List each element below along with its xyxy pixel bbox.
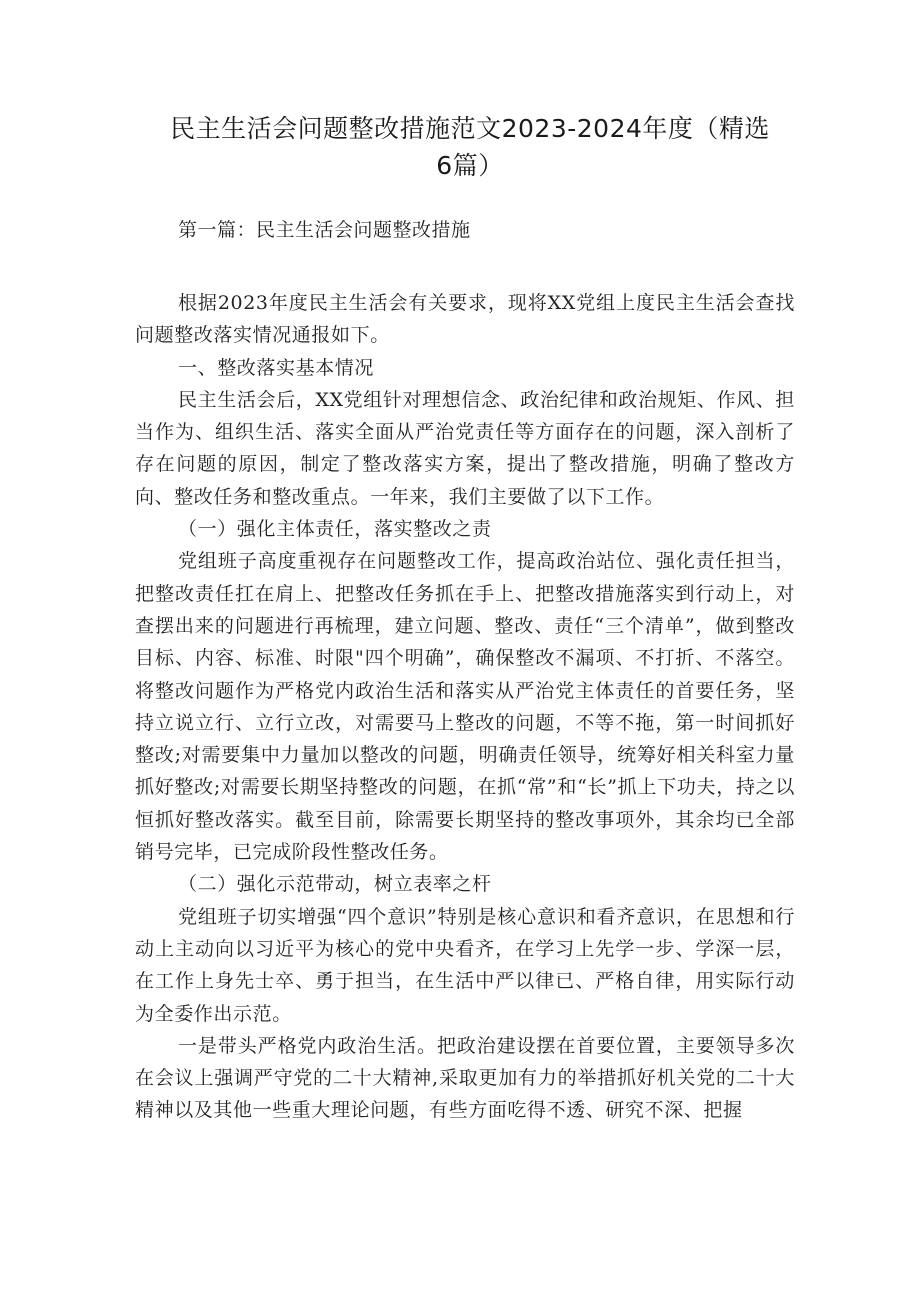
- paragraph-responsibility: 党组班子高度重视存在问题整改工作，提高政治站位、强化责任担当，把整改责任扛在肩上、把整改任务抓在手上、把整改措施落实到行动上，对查摆出来的问题进行再梳理，建立问题、整改、责任“三个清单”，做到整改目标、内容、标准、时限"四个明确”，确保整改不漏项、不打折、不落空。将整改问题作为严格党内政治生活和落实从严治党主体责任的首要任务，坚持立说立行、立行立改，对需要马上整改的问题，不等不拖，第一时间抓好整改;对需要集中力量加以整改的问题，明确责任领导，统筹好相关科室力量抓好整改;对需要长期坚持整改的问题，在抓“常”和“长”抓上下功夫，持之以恒抓好整改落实。截至目前，除需要长期坚持的整改事项外，其余均已全部销号完毕，已完成阶段性整改任务。: [135, 550, 795, 864]
- paragraph-political-life: 一是带头严格党内政治生活。把政治建设摆在首要位置，主要领导多次在会议上强调严守党的二十大精神,采取更加有力的举措抓好机关党的二十大精神以及其他一些重大理论问题，有些方面吃得不透、研究不深、把握: [135, 1034, 795, 1122]
- subsection-heading-2: （二）强化示范带动，树立表率之杆: [178, 873, 492, 896]
- document-title: 民主生活会问题整改措施范文2023-2024年度（精选6篇）: [170, 114, 770, 180]
- section-heading-1: 一、整改落实基本情况: [178, 356, 375, 379]
- subsection-heading-1: （一）强化主体责任，落实整改之责: [178, 518, 492, 541]
- paragraph-demonstration: 党组班子切实增强“四个意识”特别是核心意识和看齐意识，在思想和行动上主动向以习近平为核心的党中央看齐，在学习上先学一步、学深一层，在工作上身先士卒、勇于担当，在生活中严以律已、严格自律，用实际行动为全委作出示范。: [135, 905, 795, 1025]
- document-body: [135, 215, 795, 1127]
- paragraph-overview: 民主生活会后，XX党组针对理想信念、政治纪律和政治规矩、作风、担当作为、组织生活、落实全面从严治党责任等方面存在的问题，深入剖析了存在问题的原因，制定了整改落实方案，提出了整改措施，明确了整改方向、整改任务和整改重点。一年来，我们主要做了以下工作。: [135, 388, 795, 508]
- chapter-heading: 第一篇：民主生活会问题整改措施: [178, 219, 471, 241]
- paragraph-intro: 根据2023年度民主生活会有关要求，现将XX党组上度民主生活会查找问题整改落实情况通报如下。: [135, 292, 795, 347]
